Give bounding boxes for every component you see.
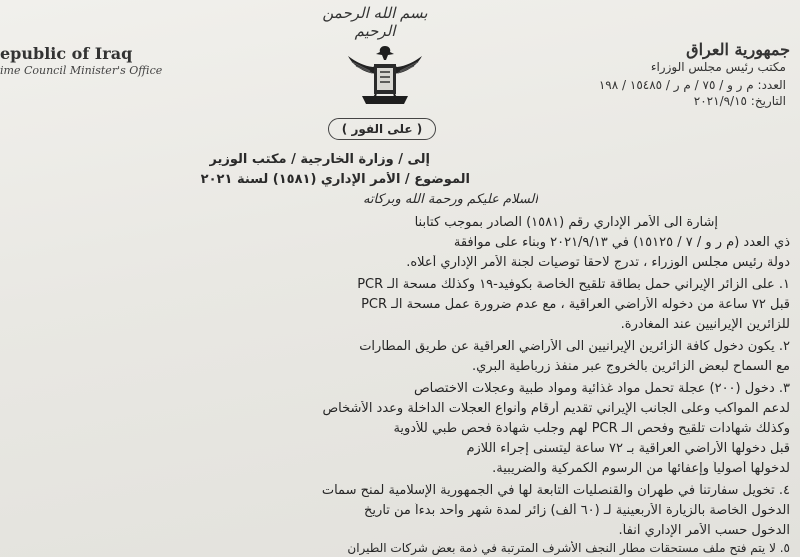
basmala-handwriting: بسم الله الرحمن الرحيم bbox=[322, 4, 428, 40]
body-line-3: دولة رئيس مجلس الوزراء ، تدرج لاحقاً توصيات لجنة الأمر الإداري أعلاه. bbox=[406, 255, 790, 270]
reference-number: العدد: م ر و / ٧٥ / م ر / ١٥٤٨٥ / ١٩٨ bbox=[598, 78, 786, 92]
document-date: التاريخ: ٢٠٢١/٩/١٥ bbox=[693, 94, 786, 108]
english-country-title: epublic of Iraq bbox=[0, 44, 133, 63]
greeting-handwriting: السلام عليكم ورحمة الله وبركاته bbox=[362, 192, 538, 207]
arabic-country-title: جمهورية العراق bbox=[686, 40, 790, 59]
body-line-9: ٣. دخول (٢٠٠) عجلة تحمل مواد غذائية ومواد طبية وعجلات الاختصاص bbox=[413, 381, 790, 396]
body-line-16: الدخول حسب الأمر الإداري آنفاً. bbox=[618, 523, 790, 538]
recipient-line: إلى / وزارة الخارجية / مكتب الوزير bbox=[209, 152, 430, 167]
priority-stamp: ( على الفور ) bbox=[328, 118, 436, 140]
eagle-emblem-icon bbox=[340, 40, 430, 112]
body-line-17: ٥. لا يتم فتح ملف مستحقات مطار النجف الأشرف المترتبة في ذمة بعض شركات الطيران bbox=[347, 541, 790, 555]
body-line-15: الدخول الخاصة بالزيارة الأربعينية لـ (٦٠ ألف) زائر لمدة شهر واحد بدءاً من تاريخ bbox=[364, 503, 790, 518]
body-line-13: لدخولها أصولياً وإعفائها من الرسوم الكمركية والضريبية. bbox=[492, 461, 790, 476]
body-line-12: قبل دخولها الأراضي العراقية بـ ٧٢ ساعة ليتسنى إجراء اللازم bbox=[466, 441, 790, 456]
body-line-7: ٢. يكون دخول كافة الزائرين الإيرانيين الى الأراضي العراقية عن طريق المطارات bbox=[359, 339, 790, 354]
body-line-6: للزائرين الإيرانيين عند المغادرة. bbox=[620, 317, 790, 332]
body-line-5: قبل ٧٢ ساعة من دخوله الأراضي العراقية ، مع عدم ضرورة عمل مسحة الـ PCR bbox=[361, 297, 790, 312]
body-line-4: ١. على الزائر الإيراني حمل بطاقة تلقيح الخاصة بكوفيد-١٩ وكذلك مسحة الـ PCR bbox=[357, 277, 790, 292]
body-line-11: وكذلك شهادات تلقيح وفحص الـ PCR لهم وجلب شهادة فحص طبي للأدوية bbox=[393, 421, 790, 436]
english-office-subtitle: ime Council Minister's Office bbox=[0, 64, 163, 77]
body-line-1: إشارة الى الأمر الإداري رقم (١٥٨١) الصادر بموجب كتابنا bbox=[414, 215, 718, 230]
body-line-14: ٤. تخويل سفارتنا في طهران والقنصليات التابعة لها في الجمهورية الإسلامية لمنح سمات bbox=[321, 483, 790, 498]
body-line-2: ذي العدد (م ر و / ٧ / ١٥١٢٥) في ٢٠٢١/٩/١٣ وبناء على موافقة bbox=[453, 235, 790, 250]
arabic-office-subtitle: مكتب رئيس مجلس الوزراء bbox=[650, 60, 786, 74]
body-line-10: لدعم المواكب وعلى الجانب الإيراني تقديم أرقام وأنواع العجلات الداخلة وعدد الأشخاص bbox=[322, 401, 790, 416]
subject-line: الموضوع / الأمر الإداري (١٥٨١) لسنة ٢٠٢١ bbox=[200, 172, 470, 187]
body-line-8: مع السماح لبعض الزائرين بالخروج عبر منفذ زرباطية البري. bbox=[472, 359, 790, 374]
